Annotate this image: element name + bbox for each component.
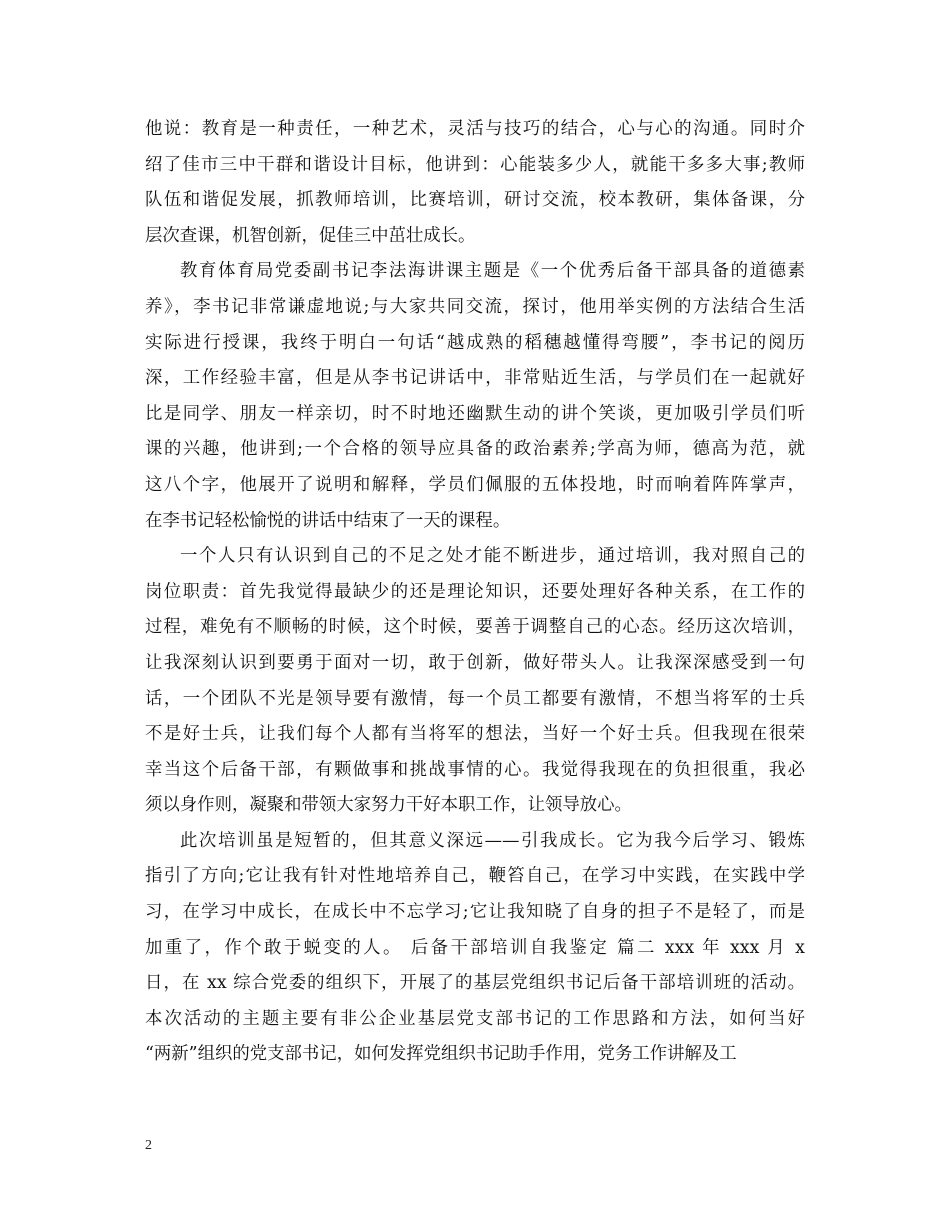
text-line: 实际进行授课，我终于明白一句话“越成熟的稻穗越懂得弯腰”，李书记的阅历 [145,332,805,353]
text-line: 加重了，作个敢于蜕变的人。 后备干部培训自我鉴定 篇二 xxx 年 xxx 月 x [145,937,805,958]
text-line: 养》，李书记非常谦虚地说;与大家共同交流，探讨，他用举实例的方法结合生活 [145,296,805,317]
text-line: 习，在学习中成长，在成长中不忘学习;它让我知晓了自身的担子不是轻了，而是 [145,902,805,923]
paragraph [145,539,805,824]
text-line: 教育体育局党委副书记李法海讲课主题是《一个优秀后备干部具备的道德素 [180,261,805,282]
text-line: 一个人只有认识到自己的不足之处才能不断进步，通过培训，我对照自己的 [180,546,805,567]
paragraph [145,824,805,1073]
text-line: 幸当这个后备干部，有颗做事和挑战事情的心。我觉得我现在的负担很重，我必 [145,759,805,780]
text-line: 队伍和谐促发展，抓教师培训，比赛培训，研讨交流，校本教研，集体备课，分 [145,190,805,211]
text-line: 让我深刻认识到要勇于面对一切，敢于创新，做好带头人。让我深深感受到一句 [145,652,805,673]
text-line: 在李书记轻松愉悦的讲话中结束了一天的课程。 [145,510,511,531]
text-line: 深，工作经验丰富，但是从李书记讲话中，非常贴近生活，与学员们在一起就好 [145,368,805,389]
text-line: 须以身作则，凝聚和带领大家努力干好本职工作，让领导放心。 [145,795,632,816]
text-line: 不是好士兵，让我们每个人都有当将军的想法，当好一个好士兵。但我现在很荣 [145,724,805,745]
text-line: 层次查课，机智创新，促佳三中茁壮成长。 [145,225,476,246]
text-line: 课的兴趣，他讲到;一个合格的领导应具备的政治素养;学高为师，德高为范，就 [145,439,805,460]
text-line: 日，在 xx 综合党委的组织下，开展了的基层党组织书记后备干部培训班的活动。 [145,973,805,994]
paragraph [145,112,805,254]
text-line: “两新”组织的党支部书记，如何发挥党组织书记助手作用，党务工作讲解及工 [145,1044,737,1065]
text-line: 比是同学、朋友一样亲切，时不时地还幽默生动的讲个笑谈，更加吸引学员们听 [145,403,805,424]
text-line: 他说：教育是一种责任，一种艺术，灵活与技巧的结合，心与心的沟通。同时介 [145,119,805,139]
paragraph [145,254,805,539]
text-line: 过程，难免有不顺畅的时候，这个时候，要善于调整自己的心态。经历这次培训， [145,617,805,638]
text-line: 这八个字，他展开了说明和解释，学员们佩服的五体投地，时而响着阵阵掌声， [145,474,805,495]
text-line: 岗位职责：首先我觉得最缺少的还是理论知识，还要处理好各种关系，在工作的 [145,581,805,602]
text-line: 本次活动的主题主要有非公企业基层党支部书记的工作思路和方法，如何当好 [145,1008,805,1029]
page-number: 2 [145,1138,152,1153]
text-line: 此次培训虽是短暂的，但其意义深远——引我成长。它为我今后学习、锻炼 [180,830,805,851]
text-line: 话，一个团队不光是领导要有激情，每一个员工都要有激情，不想当将军的士兵 [145,688,805,709]
text-line: 指引了方向;它让我有针对性地培养自己，鞭笞自己，在学习中实践，在实践中学 [145,866,805,887]
document-body [145,112,805,1073]
text-line: 绍了佳市三中干群和谐设计目标，他讲到：心能装多少人，就能干多多大事;教师 [145,154,805,175]
